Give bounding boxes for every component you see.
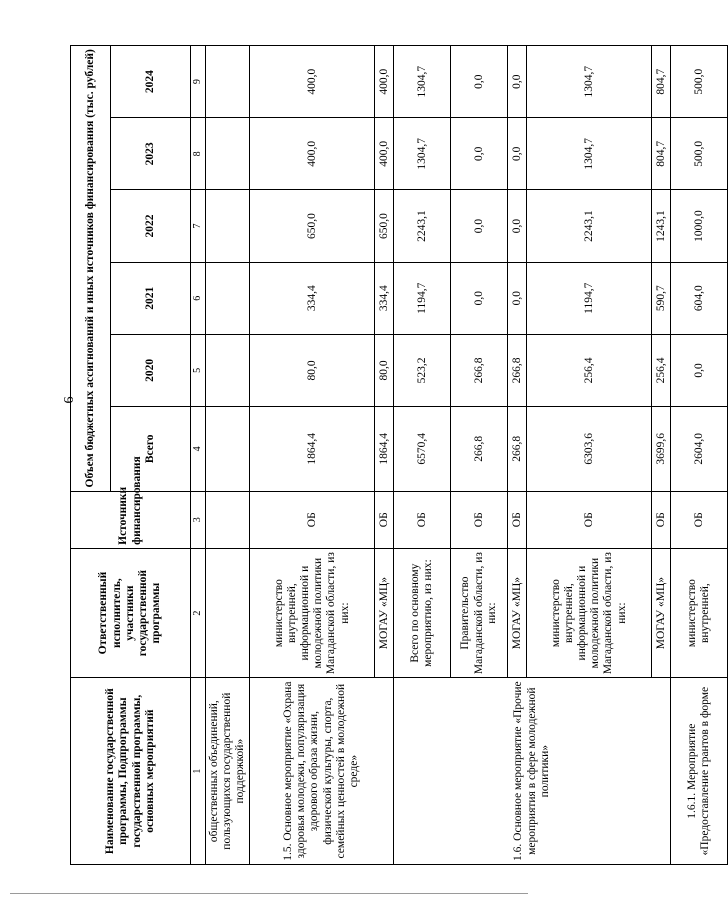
value-cell: 0,0 (451, 118, 508, 190)
value-cell: 266,8 (508, 334, 527, 406)
value-cell: 0,0 (451, 46, 508, 118)
column-index: 8 (191, 118, 206, 190)
source-cell: ОБ (250, 491, 375, 548)
empty-cell (205, 46, 250, 118)
column-index: 3 (191, 491, 206, 548)
value-cell: 0,0 (451, 190, 508, 262)
value-cell: 1000,0 (671, 190, 728, 262)
executor-cell: Всего по основному мероприятию, из них: (394, 548, 451, 677)
column-index: 6 (191, 262, 206, 334)
empty-cell (205, 491, 250, 548)
column-index: 1 (191, 678, 206, 865)
value-cell: 604,0 (671, 262, 728, 334)
executor-cell: министерство внутренней, (671, 548, 728, 677)
value-cell: 1194,7 (527, 262, 652, 334)
source-cell: ОБ (508, 491, 527, 548)
program-name-cell: 1.6.1. Мероприятие «Предоставление грантов в форме (671, 678, 728, 865)
executor-cell: МОГАУ «МЦ» (375, 548, 394, 677)
value-cell: 1304,7 (527, 118, 652, 190)
value-cell: 590,7 (652, 262, 671, 334)
value-cell: 0,0 (508, 190, 527, 262)
header-source: Источники финансирования (71, 491, 191, 548)
empty-cell (205, 190, 250, 262)
value-cell: 256,4 (527, 334, 652, 406)
value-cell: 80,0 (250, 334, 375, 406)
empty-cell (205, 262, 250, 334)
empty-cell (205, 548, 250, 677)
value-cell: 523,2 (394, 334, 451, 406)
value-cell: 0,0 (508, 262, 527, 334)
program-name-cell: 1.6. Основное мероприятие «Прочие мероприятия в сфере молодежной политики» (394, 678, 671, 865)
column-index: 2 (191, 548, 206, 677)
value-cell: 400,0 (250, 46, 375, 118)
value-cell: 804,7 (652, 46, 671, 118)
budget-table (70, 45, 728, 865)
total-cell: 6303,6 (527, 407, 652, 492)
program-name-cell: общественных объединений, пользующихся государственной поддержкой» (205, 678, 250, 865)
scan-edge-line (10, 893, 528, 894)
source-cell: ОБ (451, 491, 508, 548)
page-number: 6 (62, 396, 77, 404)
executor-cell: МОГАУ «МЦ» (508, 548, 527, 677)
total-cell: 266,8 (451, 407, 508, 492)
header-executor: Ответственный исполнитель, участники государственной программы (71, 548, 191, 677)
value-cell: 0,0 (508, 118, 527, 190)
value-cell: 400,0 (375, 118, 394, 190)
total-cell: 1864,4 (250, 407, 375, 492)
header-year: 2021 (111, 262, 191, 334)
header-year: 2023 (111, 118, 191, 190)
executor-cell: министерство внутренней, информационной и молодежной политики Магаданской области, из них: (250, 548, 375, 677)
source-cell: ОБ (652, 491, 671, 548)
rotated-page (70, 45, 712, 865)
value-cell: 400,0 (250, 118, 375, 190)
header-budget-group: Объем бюджетных ассигнований и иных источников финансирования (тыс. рублей) (71, 46, 111, 492)
value-cell: 2243,1 (527, 190, 652, 262)
value-cell: 500,0 (671, 46, 728, 118)
value-cell: 2243,1 (394, 190, 451, 262)
header-year: 2024 (111, 46, 191, 118)
header-year: 2020 (111, 334, 191, 406)
executor-cell: министерство внутренней, информационной и молодежной политики Магаданской области, из них: (527, 548, 652, 677)
value-cell: 1304,7 (394, 46, 451, 118)
value-cell: 1194,7 (394, 262, 451, 334)
table-row (671, 46, 728, 865)
value-cell: 1243,1 (652, 190, 671, 262)
value-cell: 400,0 (375, 46, 394, 118)
value-cell: 266,8 (451, 334, 508, 406)
value-cell: 0,0 (451, 262, 508, 334)
column-index: 7 (191, 190, 206, 262)
empty-cell (205, 407, 250, 492)
executor-cell: Правительство Магаданской области, из них: (451, 548, 508, 677)
value-cell: 80,0 (375, 334, 394, 406)
total-cell: 266,8 (508, 407, 527, 492)
value-cell: 650,0 (250, 190, 375, 262)
value-cell: 0,0 (671, 334, 728, 406)
source-cell: ОБ (375, 491, 394, 548)
source-cell: ОБ (527, 491, 652, 548)
source-cell: ОБ (671, 491, 728, 548)
table-row (394, 46, 451, 865)
executor-cell: МОГАУ «МЦ» (652, 548, 671, 677)
program-name-cell: 1.5. Основное мероприятие «Охрана здоровья молодежи, популяризация здорового образа жизни, физической культуры, спорта, семейных ценностей в молодежной среде» (250, 678, 394, 865)
header-year: 2022 (111, 190, 191, 262)
column-index: 9 (191, 46, 206, 118)
value-cell: 1304,7 (527, 46, 652, 118)
value-cell: 334,4 (250, 262, 375, 334)
total-cell: 2604,0 (671, 407, 728, 492)
table-row (250, 46, 375, 865)
empty-cell (205, 334, 250, 406)
value-cell: 650,0 (375, 190, 394, 262)
value-cell: 334,4 (375, 262, 394, 334)
column-index: 5 (191, 334, 206, 406)
table-row (205, 46, 250, 865)
header-program-name: Наименование государственной программы, Подпрограммы государственной программы, основных мероприятий (71, 678, 191, 865)
value-cell: 0,0 (508, 46, 527, 118)
value-cell: 500,0 (671, 118, 728, 190)
total-cell: 6570,4 (394, 407, 451, 492)
empty-cell (205, 118, 250, 190)
column-index: 4 (191, 407, 206, 492)
value-cell: 256,4 (652, 334, 671, 406)
header-total: Всего (111, 407, 191, 492)
value-cell: 1304,7 (394, 118, 451, 190)
value-cell: 804,7 (652, 118, 671, 190)
source-cell: ОБ (394, 491, 451, 548)
total-cell: 1864,4 (375, 407, 394, 492)
total-cell: 3699,6 (652, 407, 671, 492)
